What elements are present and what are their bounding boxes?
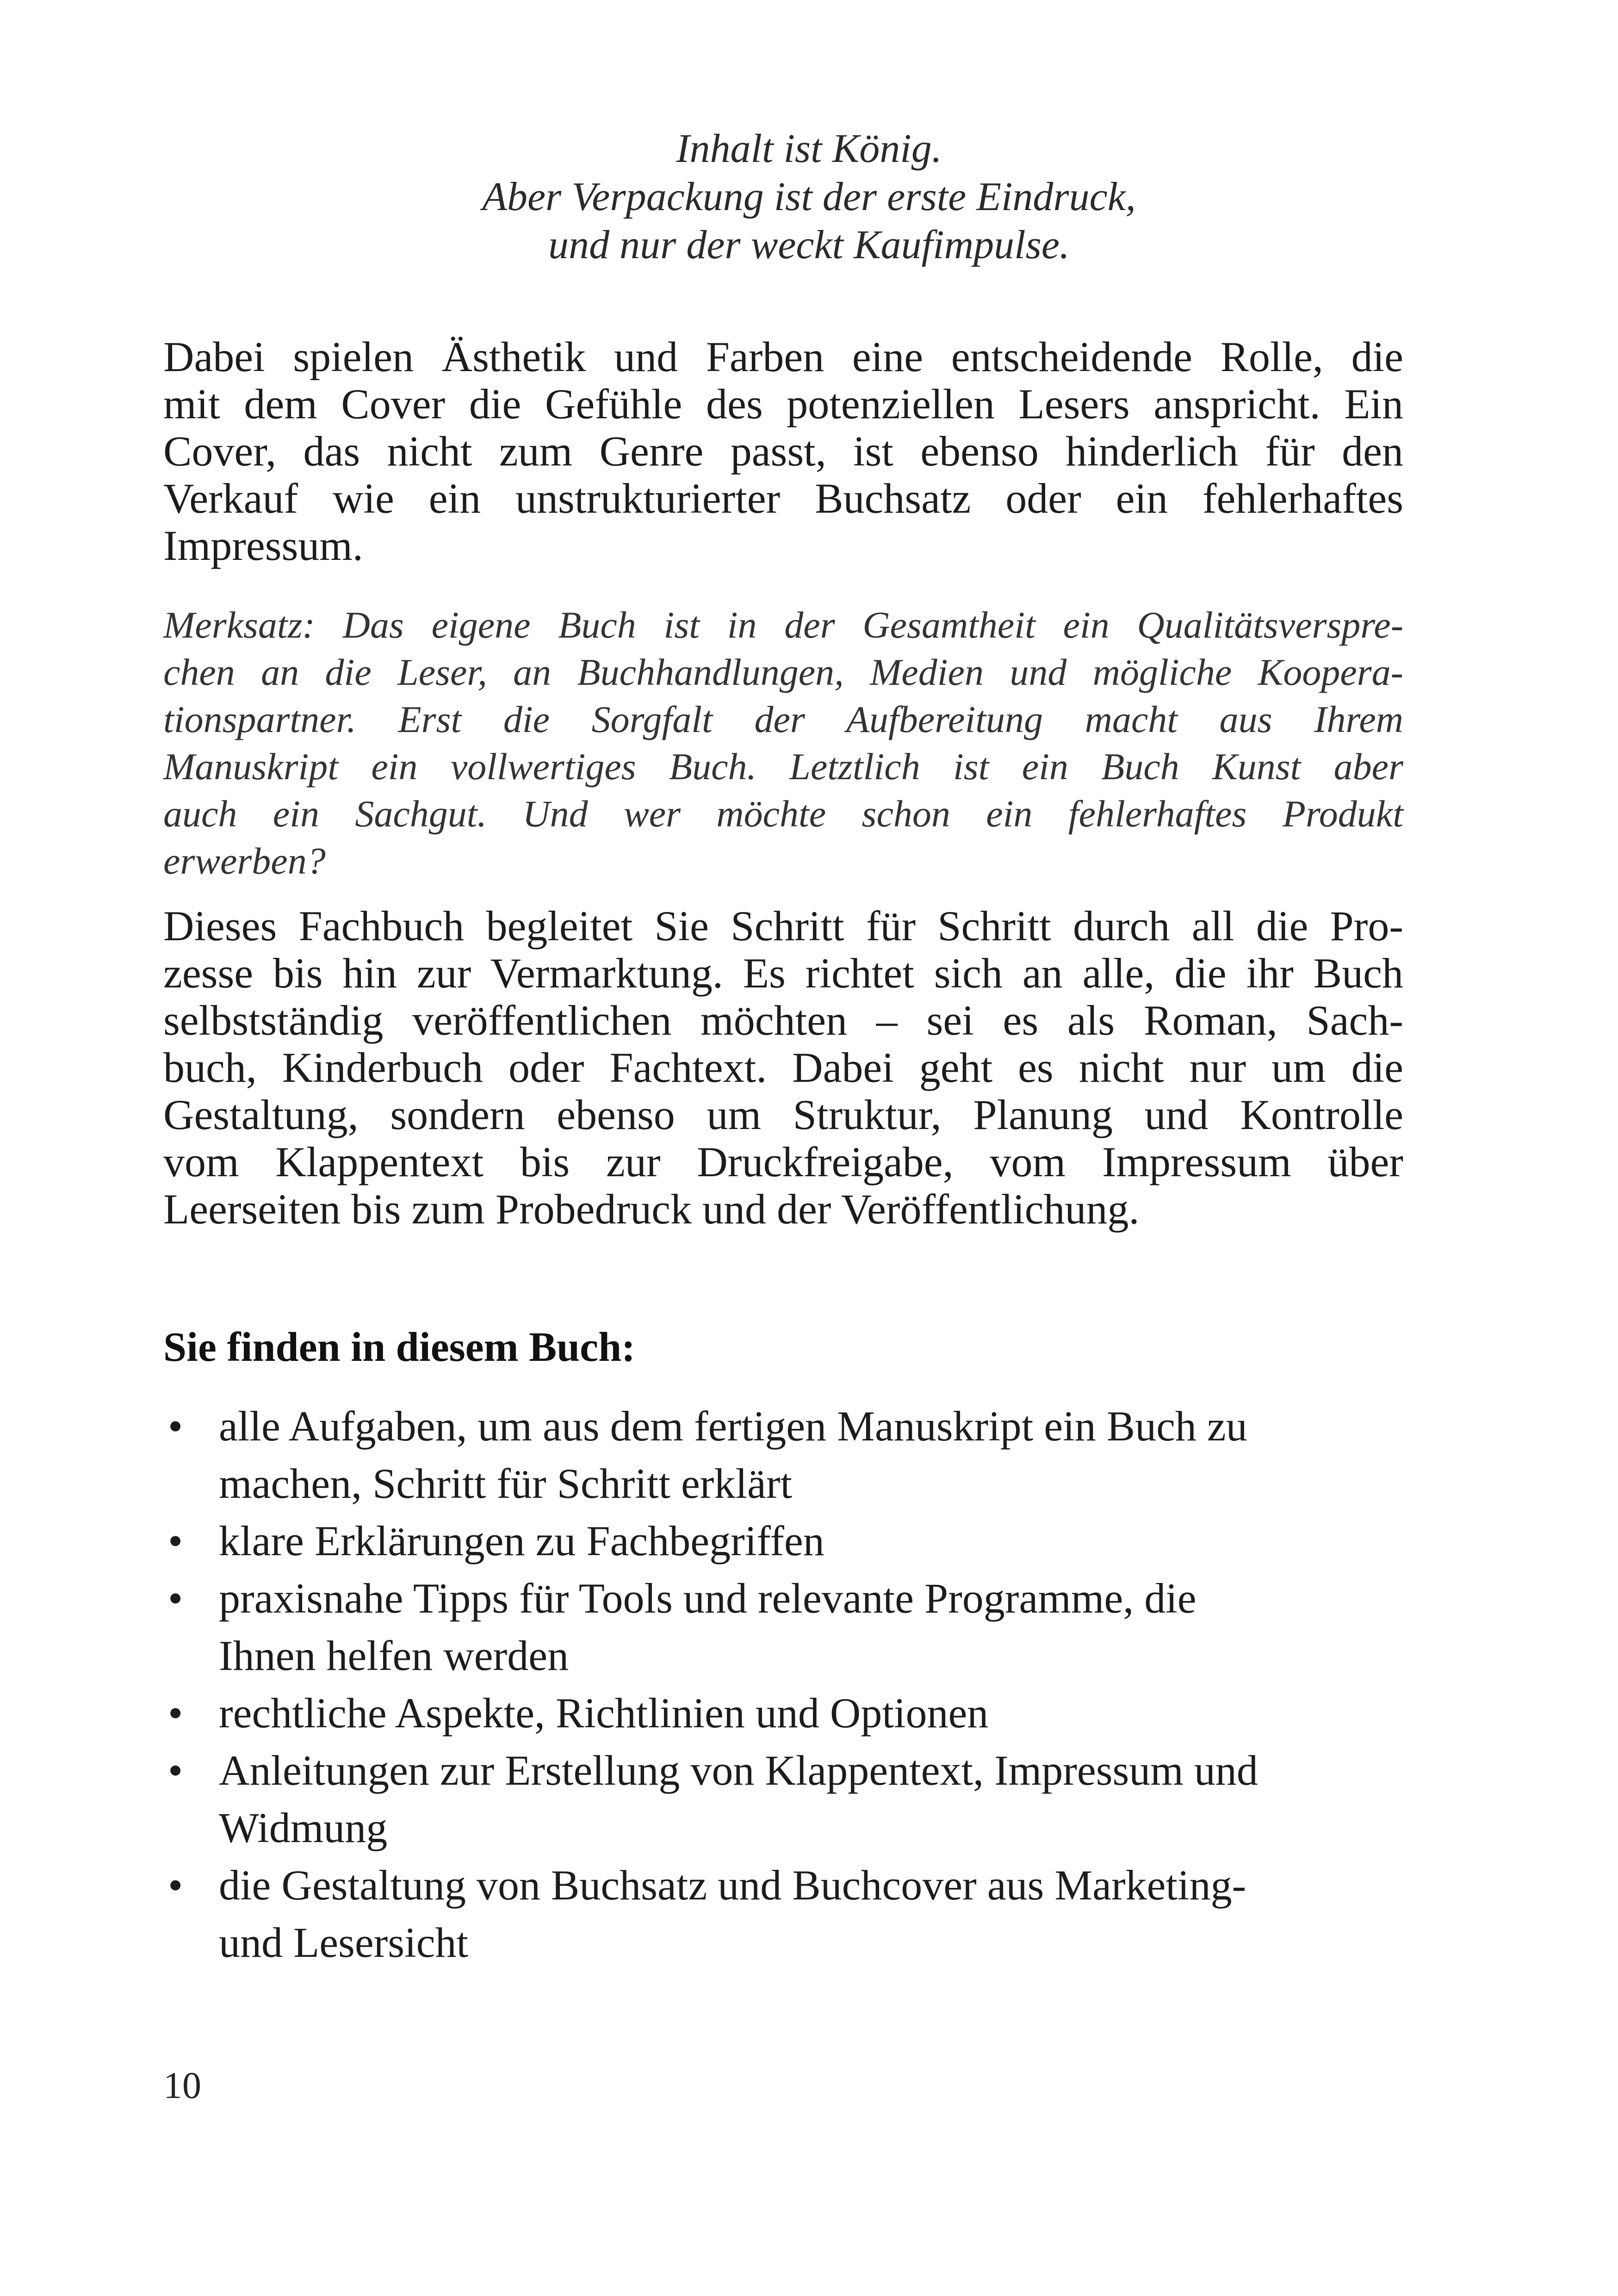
motto-line: Aber Verpackung ist der erste Eindruck,	[482, 174, 1136, 219]
list-item-line: Anleitungen zur Erstellung von Klappentext, Impressum und	[219, 1747, 1258, 1794]
section-heading: Sie finden in diesem Buch:	[163, 1324, 636, 1370]
list-item-line: rechtliche Aspekte, Richtlinien und Optionen	[219, 1689, 989, 1737]
paragraph-line: Verkauf wie ein unstrukturierter Buchsatz oder ein fehlerhaftes	[163, 475, 1403, 522]
list-item-line: die Gestaltung von Buchsatz und Buchcover aus Marketing-	[219, 1862, 1246, 1909]
paragraph-aesthetics	[163, 333, 1403, 569]
merksatz-line: erwerben?	[163, 840, 326, 882]
merksatz-line: tionspartner. Erst die Sorgfalt der Aufbereitung macht aus Ihrem	[163, 698, 1403, 740]
motto-line: und nur der weckt Kaufimpulse.	[548, 223, 1070, 267]
list-item-line: alle Aufgaben, um aus dem fertigen Manuskript ein Buch zu	[219, 1402, 1247, 1450]
paragraph-line: Dabei spielen Ästhetik und Farben eine entscheidende Rolle, die	[163, 333, 1403, 380]
motto-line: Inhalt ist König.	[676, 126, 942, 171]
list-item	[163, 1397, 1413, 1512]
bullet-icon: •	[168, 1689, 183, 1737]
paragraph-line: Cover, das nicht zum Genre passt, ist ebenso hinderlich für den	[163, 428, 1403, 475]
page-number: 10	[163, 2064, 201, 2106]
list-item	[163, 1856, 1413, 1971]
motto-quote	[0, 125, 1618, 269]
feature-list	[163, 1397, 1413, 1971]
list-item-line: Widmung	[219, 1804, 388, 1851]
list-item-line: klare Erklärungen zu Fachbegriffen	[219, 1517, 824, 1564]
merksatz-line: auch ein Sachgut. Und wer möchte schon ein fehlerhaftes Produkt	[163, 793, 1403, 835]
paragraph-line: vom Klappentext bis zur Druckfreigabe, vom Impressum über	[163, 1138, 1403, 1185]
merksatz-line: Manuskript ein vollwertiges Buch. Letztlich ist ein Buch Kunst aber	[163, 745, 1403, 788]
merksatz-line: Merksatz: Das eigene Buch ist in der Gesamtheit ein Qualitätsverspre-	[163, 604, 1403, 646]
paragraph-line: Dieses Fachbuch begleitet Sie Schritt für Schritt durch all die Pro-	[163, 902, 1403, 949]
bullet-icon: •	[168, 1517, 183, 1564]
merksatz-line: chen an die Leser, an Buchhandlungen, Medien und mögliche Koopera-	[163, 651, 1403, 693]
list-item-line: praxisnahe Tipps für Tools und relevante Programme, die	[219, 1575, 1196, 1622]
list-item-line: und Lesersicht	[219, 1919, 469, 1966]
paragraph-line: Leerseiten bis zum Probedruck und der Veröffentlichung.	[163, 1185, 1140, 1233]
bullet-icon: •	[168, 1747, 183, 1794]
paragraph-line: zesse bis hin zur Vermarktung. Es richtet sich an alle, die ihr Buch	[163, 949, 1403, 997]
bullet-icon: •	[168, 1402, 183, 1450]
list-item-line: machen, Schritt für Schritt erklärt	[219, 1460, 793, 1507]
paragraph-line: Impressum.	[163, 522, 363, 569]
list-item-line: Ihnen helfen werden	[219, 1632, 569, 1679]
paragraph-line: Gestaltung, sondern ebenso um Struktur, Planung und Kontrolle	[163, 1091, 1403, 1138]
list-item	[163, 1742, 1413, 1856]
list-item	[163, 1512, 1413, 1570]
paragraph-line: mit dem Cover die Gefühle des potenziellen Lesers anspricht. Ein	[163, 380, 1403, 428]
merksatz-note	[163, 602, 1403, 885]
paragraph-line: selbstständig veröffentlichen möchten – sei es als Roman, Sach-	[163, 997, 1403, 1044]
paragraph-fachbuch	[163, 902, 1403, 1233]
list-item	[163, 1570, 1413, 1684]
paragraph-line: buch, Kinderbuch oder Fachtext. Dabei geht es nicht nur um die	[163, 1044, 1403, 1091]
bullet-icon: •	[168, 1575, 183, 1622]
bullet-icon: •	[168, 1862, 183, 1909]
list-item	[163, 1684, 1413, 1742]
